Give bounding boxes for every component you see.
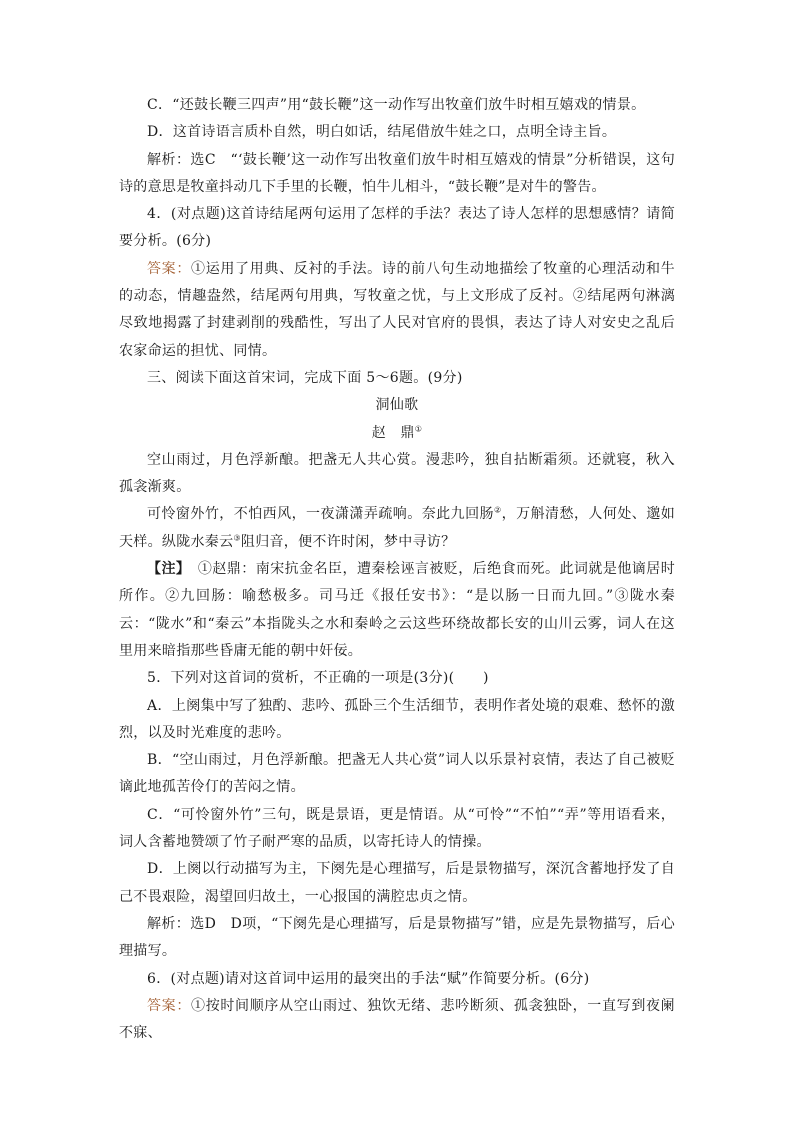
- option-5d: D．上阕以行动描写为主，下阕先是心理描写，后是景物描写，深沉含蓄地抒发了自己不畏艰险，渴望回归故土，一心报国的满腔忠贞之情。: [119, 861, 675, 905]
- answer-4-text: ①运用了用典、反衬的手法。诗的前八句生动地描绘了牧童的心理活动和牛的动态，情趣盎然，结尾两句用典，写牧童之忧，与上文形成了反衬。②结尾两句淋漓尽致地揭露了封建剥削的残酷性，写出了人民对官府的畏惧，表达了诗人对安史之乱后农家命运的担忧、同情。: [119, 260, 675, 359]
- option-c-line: C．“还鼓长鞭三四声”用“鼓长鞭”这一动作写出牧童们放牛时相互嬉戏的情景。: [147, 97, 646, 113]
- poem-stanza-2: [119, 501, 675, 556]
- option-d-line: D．这首诗语言质朴自然，明白如话，结尾借放牛娃之口，点明全诗主旨。: [147, 124, 617, 141]
- footnote-mark-1: ①: [414, 423, 423, 433]
- analysis-q5: 解析：选D D项，“下阕先是心理描写，后是景物描写”错，应是先景物描写，后心理描写。: [119, 915, 675, 960]
- answer-6: [119, 993, 675, 1048]
- option-5a: A．上阕集中写了独酌、悲吟、孤卧三个生活细节，表明作者处境的艰难、愁怀的激烈，以及时光难度的悲吟。: [119, 697, 675, 741]
- question-4: 4．(对点题)这首诗结尾两句运用了怎样的手法？表达了诗人怎样的思想感情？请简要分析。(6分): [119, 206, 675, 250]
- analysis-q3: 解析：选C “‘鼓长鞭’这一动作写出牧童们放牛时相互嬉戏的情景”分析错误，这句诗的意思是牧童抖动几下手里的长鞭，怕牛儿相斗，“鼓长鞭”是对牛的警告。: [119, 151, 675, 195]
- option-5c: C．“可怜窗外竹”三句，既是景语，更是情语。从“可怜”“不怕”“弄”等用语看来，词人含蓄地赞颂了竹子耐严寒的品质，以寄托诗人的情操。: [119, 806, 675, 851]
- footnote-mark-3: ③: [233, 533, 241, 543]
- note-text: ①赵鼎：南宋抗金名臣，遭秦桧诬言被贬，后绝食而死。此词就是他谪居时所作。②九回肠：喻愁极多。司马迁《报任安书》：“是以肠一日而九回。”③陇水秦云：“陇水”和“秦云”本指陇头之水和秦岭之云这些环绕故都长安的山川云雾，词人在这里用来暗指那些昏庸无能的朝中奸佞。: [119, 561, 676, 659]
- answer-label: 答案：: [147, 997, 192, 1014]
- option-5b: B．“空山雨过，月色浮新酿。把盏无人共心赏”词人以乐景衬哀情，表达了自己被贬谪此地孤苦伶仃的苦闷之情。: [119, 752, 675, 796]
- poem-notes: [119, 556, 675, 665]
- poem-stanza-2-part-c: 阻归音，便不许时闲，梦中寻访？: [240, 533, 456, 550]
- poem-title: 洞仙歌: [375, 397, 419, 414]
- document-page: [119, 92, 675, 1047]
- footnote-mark-2: ②: [494, 505, 502, 515]
- question-5: 5．下列对这首词的赏析，不正确的一项是(3分)( ): [147, 670, 489, 687]
- poem-stanza-2-part-a: 可怜窗外竹，不怕西风，一夜潇潇弄疏响。奈此九回肠: [147, 506, 495, 523]
- poem-stanza-1: 空山雨过，月色浮新酿。把盏无人共心赏。漫悲吟，独自拈断霜须。还就寝，秋入孤衾渐爽。: [119, 451, 675, 496]
- poem-stanza-2-part-b: ，万斛清愁，人何处、邈如天样。纵陇水秦云: [119, 506, 675, 550]
- answer-6-text: ①按时间顺序从空山雨过、独饮无绪、悲吟断须、孤衾独卧，一直写到夜阑不寐、: [119, 997, 675, 1042]
- poem-author: [119, 420, 675, 447]
- author-name: 赵 鼎: [371, 424, 415, 441]
- section-3-heading: 三、阅读下面这首宋词，完成下面 5～6题。(9分): [147, 369, 463, 386]
- question-6: 6．(对点题)请对这首词中运用的最突出的手法“赋”作简要分析。(6分): [147, 970, 590, 987]
- answer-4: [119, 256, 675, 365]
- note-label: 【注】: [147, 561, 184, 578]
- answer-label: 答案：: [147, 260, 192, 277]
